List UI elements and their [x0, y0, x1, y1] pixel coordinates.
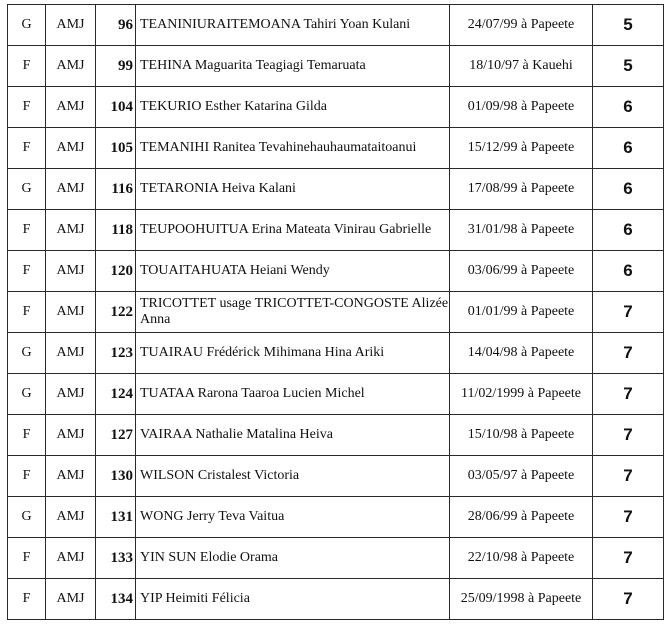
group-cell: 7 — [593, 292, 664, 333]
birth-cell: 14/04/98 à Papeete — [450, 333, 593, 374]
name-cell: WONG Jerry Teva Vaitua — [136, 497, 450, 538]
birth-cell: 15/10/98 à Papeete — [450, 415, 593, 456]
class-cell: AMJ — [46, 374, 96, 415]
group-cell: 7 — [593, 579, 664, 620]
birth-cell: 11/02/1999 à Papeete — [450, 374, 593, 415]
sex-cell: F — [8, 210, 46, 251]
number-cell: 99 — [96, 46, 136, 87]
table-row — [8, 169, 664, 210]
table-row — [8, 497, 664, 538]
class-cell: AMJ — [46, 497, 96, 538]
number-cell: 134 — [96, 579, 136, 620]
roster-body — [8, 5, 664, 620]
group-cell: 7 — [593, 333, 664, 374]
sex-cell: G — [8, 497, 46, 538]
group-cell: 6 — [593, 210, 664, 251]
sex-cell: G — [8, 5, 46, 46]
birth-cell: 15/12/99 à Papeete — [450, 128, 593, 169]
sex-cell: G — [8, 374, 46, 415]
name-cell: VAIRAA Nathalie Matalina Heiva — [136, 415, 450, 456]
name-cell: TEHINA Maguarita Teagiagi Temaruata — [136, 46, 450, 87]
sex-cell: F — [8, 128, 46, 169]
sex-cell: G — [8, 169, 46, 210]
class-cell: AMJ — [46, 415, 96, 456]
number-cell: 124 — [96, 374, 136, 415]
name-cell: TEANINIURAITEMOANA Tahiri Yoan Kulani — [136, 5, 450, 46]
name-cell: TUATAA Rarona Taaroa Lucien Michel — [136, 374, 450, 415]
table-row — [8, 456, 664, 497]
name-cell: YIN SUN Elodie Orama — [136, 538, 450, 579]
number-cell: 104 — [96, 87, 136, 128]
number-cell: 96 — [96, 5, 136, 46]
class-cell: AMJ — [46, 456, 96, 497]
name-cell: TOUAITAHUATA Heiani Wendy — [136, 251, 450, 292]
student-roster-table — [7, 4, 664, 620]
class-cell: AMJ — [46, 128, 96, 169]
table-row — [8, 210, 664, 251]
birth-cell: 31/01/98 à Papeete — [450, 210, 593, 251]
sex-cell: G — [8, 333, 46, 374]
table-row — [8, 333, 664, 374]
birth-cell: 18/10/97 à Kauehi — [450, 46, 593, 87]
class-cell: AMJ — [46, 46, 96, 87]
birth-cell: 24/07/99 à Papeete — [450, 5, 593, 46]
name-cell: YIP Heimiti Félicia — [136, 579, 450, 620]
group-cell: 6 — [593, 87, 664, 128]
group-cell: 7 — [593, 374, 664, 415]
birth-cell: 03/06/99 à Papeete — [450, 251, 593, 292]
table-row — [8, 292, 664, 333]
birth-cell: 17/08/99 à Papeete — [450, 169, 593, 210]
number-cell: 127 — [96, 415, 136, 456]
number-cell: 122 — [96, 292, 136, 333]
group-cell: 5 — [593, 46, 664, 87]
number-cell: 133 — [96, 538, 136, 579]
class-cell: AMJ — [46, 579, 96, 620]
number-cell: 130 — [96, 456, 136, 497]
number-cell: 123 — [96, 333, 136, 374]
group-cell: 7 — [593, 415, 664, 456]
birth-cell: 01/01/99 à Papeete — [450, 292, 593, 333]
number-cell: 131 — [96, 497, 136, 538]
class-cell: AMJ — [46, 210, 96, 251]
birth-cell: 03/05/97 à Papeete — [450, 456, 593, 497]
number-cell: 116 — [96, 169, 136, 210]
number-cell: 120 — [96, 251, 136, 292]
table-row — [8, 87, 664, 128]
table-row — [8, 5, 664, 46]
sex-cell: F — [8, 415, 46, 456]
table-row — [8, 579, 664, 620]
number-cell: 118 — [96, 210, 136, 251]
sex-cell: F — [8, 251, 46, 292]
group-cell: 5 — [593, 5, 664, 46]
sex-cell: F — [8, 87, 46, 128]
sex-cell: F — [8, 46, 46, 87]
name-cell: TUAIRAU Frédérick Mihimana Hina Ariki — [136, 333, 450, 374]
table-row — [8, 46, 664, 87]
birth-cell: 22/10/98 à Papeete — [450, 538, 593, 579]
sex-cell: F — [8, 579, 46, 620]
name-cell: TEUPOOHUITUA Erina Mateata Vinirau Gabrielle — [136, 210, 450, 251]
group-cell: 7 — [593, 456, 664, 497]
name-cell: WILSON Cristalest Victoria — [136, 456, 450, 497]
name-cell: TRICOTTET usage TRICOTTET-CONGOSTE Alizée Anna — [136, 292, 450, 333]
table-row — [8, 251, 664, 292]
group-cell: 6 — [593, 169, 664, 210]
class-cell: AMJ — [46, 87, 96, 128]
group-cell: 7 — [593, 538, 664, 579]
table-row — [8, 415, 664, 456]
table-row — [8, 538, 664, 579]
group-cell: 6 — [593, 128, 664, 169]
name-cell: TEMANIHI Ranitea Tevahinehauhaumataitoanui — [136, 128, 450, 169]
table-row — [8, 128, 664, 169]
class-cell: AMJ — [46, 251, 96, 292]
sex-cell: F — [8, 292, 46, 333]
group-cell: 7 — [593, 497, 664, 538]
class-cell: AMJ — [46, 169, 96, 210]
class-cell: AMJ — [46, 5, 96, 46]
class-cell: AMJ — [46, 333, 96, 374]
class-cell: AMJ — [46, 538, 96, 579]
table-row — [8, 374, 664, 415]
name-cell: TETARONIA Heiva Kalani — [136, 169, 450, 210]
sex-cell: F — [8, 538, 46, 579]
number-cell: 105 — [96, 128, 136, 169]
group-cell: 6 — [593, 251, 664, 292]
name-cell: TEKURIO Esther Katarina Gilda — [136, 87, 450, 128]
birth-cell: 01/09/98 à Papeete — [450, 87, 593, 128]
sex-cell: F — [8, 456, 46, 497]
class-cell: AMJ — [46, 292, 96, 333]
birth-cell: 28/06/99 à Papeete — [450, 497, 593, 538]
birth-cell: 25/09/1998 à Papeete — [450, 579, 593, 620]
